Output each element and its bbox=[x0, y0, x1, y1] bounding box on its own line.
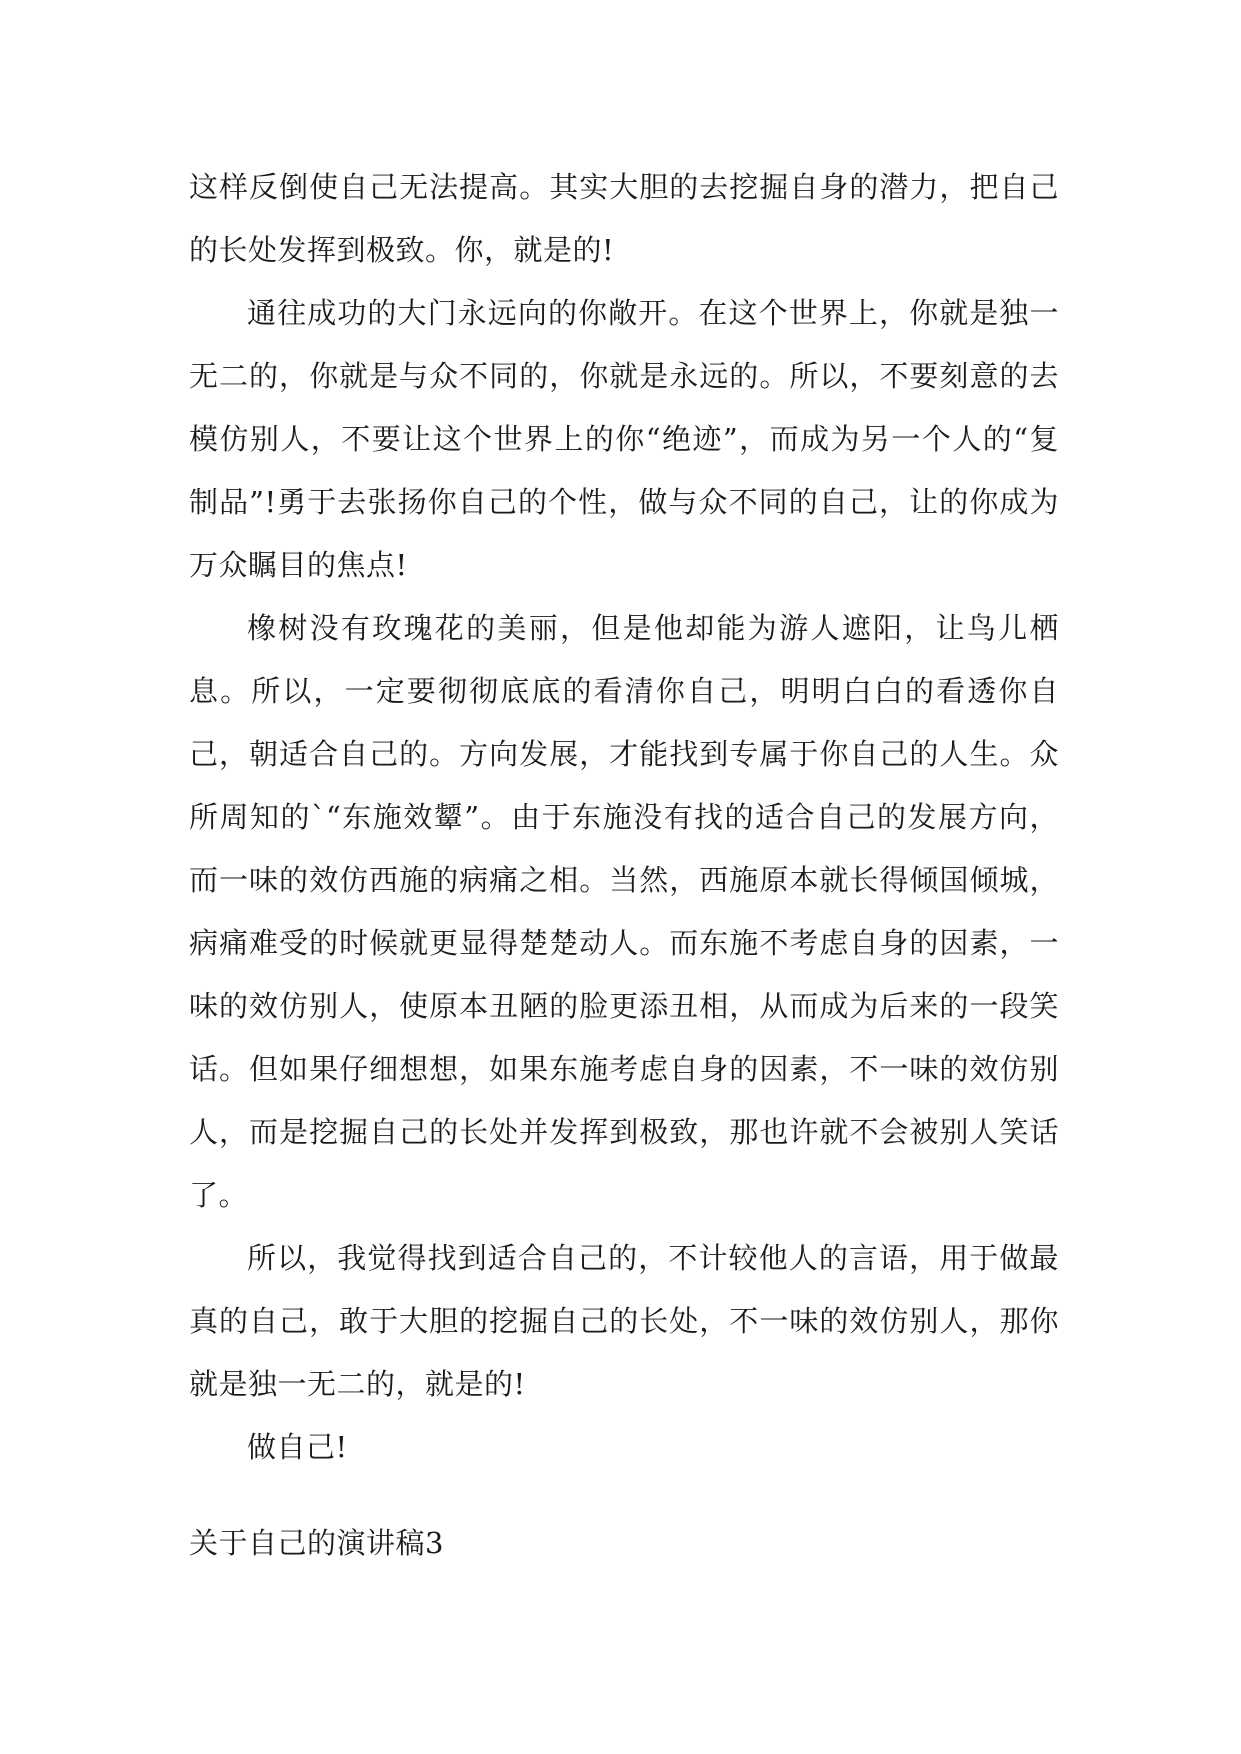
body-text bbox=[189, 156, 1059, 1479]
paragraph-continuation: 这样反倒使自己无法提高。其实大胆的去挖掘自身的潜力，把自己的长处发挥到极致。你，就是的! bbox=[189, 170, 1059, 267]
paragraph: 通往成功的大门永远向的你敞开。在这个世界上，你就是独一无二的，你就是与众不同的，你就是永远的。所以，不要刻意的去模仿别人，不要让这个世界上的你“绝迹”，而成为另一个人的“复制品”!勇于去张扬你自己的个性，做与众不同的自己，让的你成为万众瞩目的焦点! bbox=[189, 296, 1059, 582]
paragraph-closing: 做自己! bbox=[247, 1430, 348, 1464]
paragraph: 所以，我觉得找到适合自己的，不计较他人的言语，用于做最真的自己，敢于大胆的挖掘自己的长处，不一味的效仿别人，那你就是独一无二的，就是的! bbox=[189, 1241, 1059, 1401]
section-heading: 关于自己的演讲稿3 bbox=[189, 1526, 444, 1560]
paragraph: 橡树没有玫瑰花的美丽，但是他却能为游人遮阳，让鸟儿栖息。所以，一定要彻彻底底的看清你自己，明明白白的看透你自己，朝适合自己的。方向发展，才能找到专属于你自己的人生。众所周知的`“东施效颦”。由于东施没有找的适合自己的发展方向，而一味的效仿西施的病痛之相。当然，西施原本就长得倾国倾城，病痛难受的时候就更显得楚楚动人。而东施不考虑自身的因素，一味的效仿别人，使原本丑陋的脸更添丑相，从而成为后来的一段笑话。但如果仔细想想，如果东施考虑自身的因素，不一味的效仿别人，而是挖掘自己的长处并发挥到极致，那也许就不会被别人笑话了。 bbox=[189, 611, 1059, 1212]
